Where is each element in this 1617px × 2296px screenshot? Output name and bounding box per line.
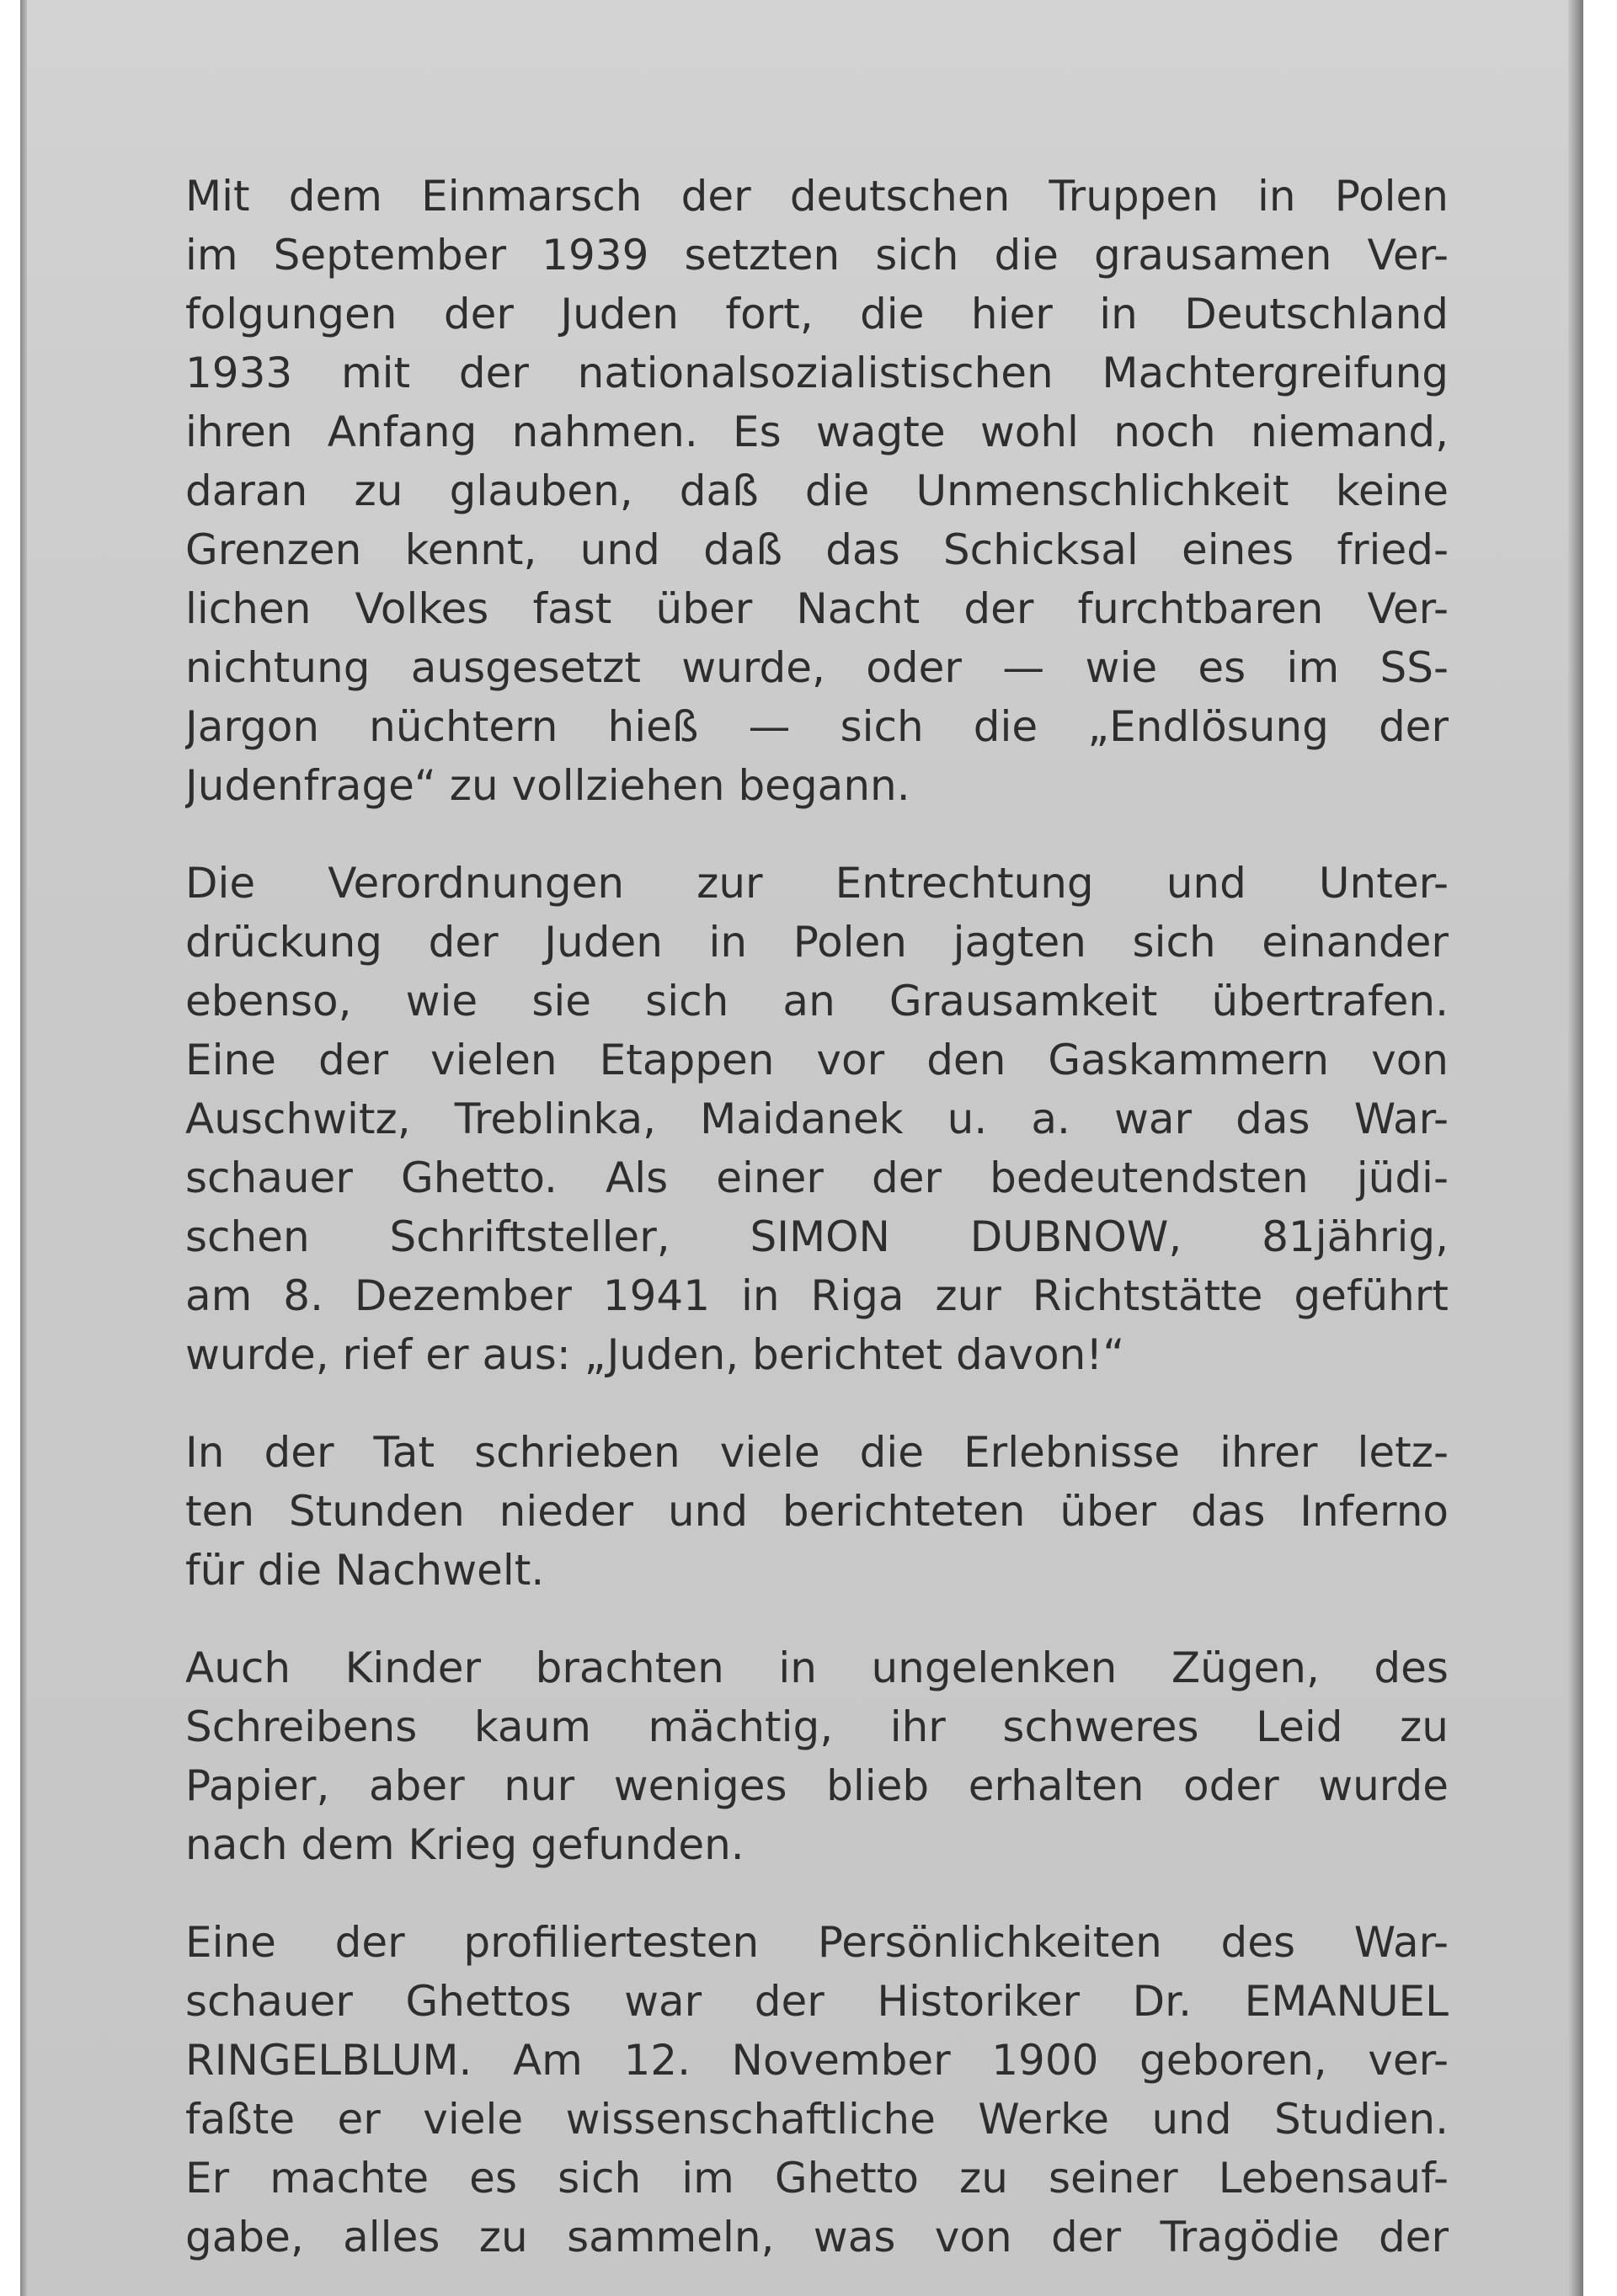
page-binding-edge (20, 0, 27, 2296)
text-line: Grenzen kennt, und daß das Schicksal eines fried- (185, 525, 1449, 574)
text-line: faßte er viele wissenschaftliche Werke und Studien. (185, 2095, 1449, 2144)
book-page (20, 0, 1583, 2296)
text-line: Auch Kinder brachten in ungelenken Zügen, des (185, 1643, 1449, 1692)
body-text (185, 167, 1449, 2296)
text-line: für die Nachwelt. (185, 1546, 545, 1595)
paragraph-2 (185, 854, 1449, 1384)
text-line: lichen Volkes fast über Nacht der furchtbaren Ver- (185, 584, 1449, 633)
text-line: drückung der Juden in Polen jagten sich einander (185, 918, 1449, 967)
text-line: im September 1939 setzten sich die grausamen Ver- (185, 231, 1449, 280)
text-line: Jargon nüchtern hieß — sich die „Endlösung der (185, 702, 1449, 751)
paragraph-5 (185, 1913, 1449, 2267)
text-line: Judenfrage“ zu vollziehen begann. (185, 761, 910, 810)
text-line: ebenso, wie sie sich an Grausamkeit übertrafen. (185, 977, 1449, 1025)
text-line: folgungen der Juden fort, die hier in Deutschland (185, 290, 1449, 338)
text-line: wurde, rief er aus: „Juden, berichtet davon!“ (185, 1330, 1125, 1379)
text-line: am 8. Dezember 1941 in Riga zur Richtstätte geführt (185, 1271, 1449, 1320)
paragraph-4 (185, 1638, 1449, 1874)
text-line: Eine der vielen Etappen vor den Gaskammern von (185, 1036, 1449, 1084)
page-right-edge (1568, 0, 1583, 2296)
text-line: schauer Ghetto. Als einer der bedeutendsten jüdi- (185, 1153, 1449, 1202)
text-line: schauer Ghettos war der Historiker Dr. EMANUEL (185, 1977, 1449, 2026)
text-line: RINGELBLUM. Am 12. November 1900 geboren, ver- (185, 2036, 1449, 2085)
text-line: Mit dem Einmarsch der deutschen Truppen in Polen (185, 172, 1449, 221)
text-line: Er machte es sich im Ghetto zu seiner Lebensauf- (185, 2154, 1449, 2203)
text-line: gabe, alles zu sammeln, was von der Tragödie der (185, 2213, 1449, 2261)
text-line: nach dem Krieg gefunden. (185, 1820, 744, 1869)
text-line: Auschwitz, Treblinka, Maidanek u. a. war das War- (185, 1095, 1449, 1143)
text-line: Die Verordnungen zur Entrechtung und Unter- (185, 859, 1449, 908)
text-line: ihren Anfang nahmen. Es wagte wohl noch niemand, (185, 408, 1449, 456)
text-line: Eine der profiliertesten Persönlichkeiten des War- (185, 1918, 1449, 1967)
text-line: Schreibens kaum mächtig, ihr schweres Leid zu (185, 1702, 1449, 1751)
text-line: 1933 mit der nationalsozialistischen Machtergreifung (185, 349, 1449, 397)
text-line: schen Schriftsteller, SIMON DUBNOW, 81jährig, (185, 1212, 1449, 1261)
text-line: Papier, aber nur weniges blieb erhalten oder wurde (185, 1761, 1449, 1810)
text-line: ten Stunden nieder und berichteten über das Inferno (185, 1487, 1449, 1536)
paragraph-1 (185, 167, 1449, 815)
paragraph-3 (185, 1423, 1449, 1600)
text-line: In der Tat schrieben viele die Erlebnisse ihrer letz- (185, 1428, 1449, 1477)
text-line: daran zu glauben, daß die Unmenschlichkeit keine (185, 466, 1449, 515)
text-line: nichtung ausgesetzt wurde, oder — wie es im SS- (185, 643, 1449, 692)
